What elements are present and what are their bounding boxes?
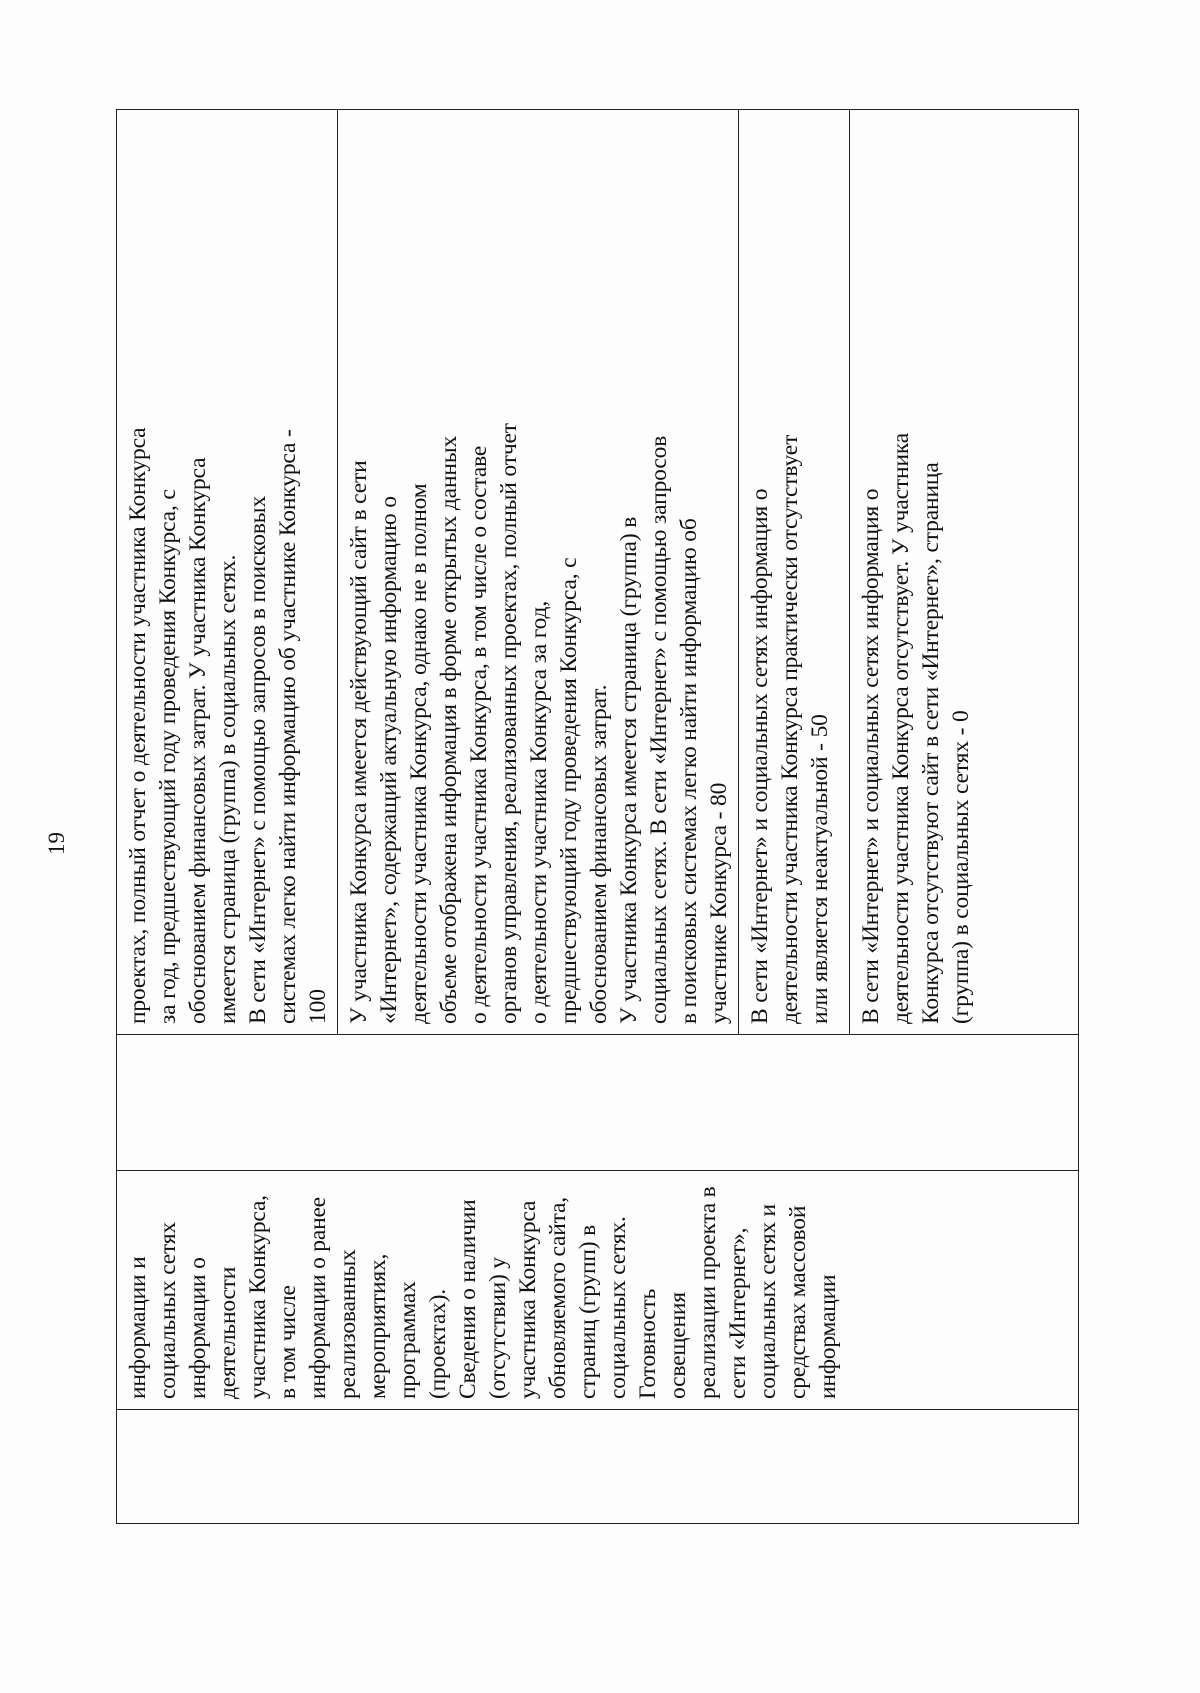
page-number: 19 xyxy=(44,832,69,855)
table-row xyxy=(117,110,338,1524)
level-description-cell: проектах, полный отчет о деятельности участника Конкурса за год, предшествующий году проведения Конкурса, с обоснованием финансовых затрат. У участника Конкурса имеется страница (группа) в социальных сетях. В сети «Интернет» с помощью запросов в поисковых системах легко найти информацию об участнике Конкурса - 100 xyxy=(117,110,338,1035)
level-description-cell: У участника Конкурса имеется действующий сайт в сети «Интернет», содержащий актуальную информацию о деятельности участника Конкурса, однако не в полном объеме отображена информация в форме открытых данных о деятельности участника Конкурса, в том числе о составе органов управления, реализованных проектах, полный отчет о деятельности участника Конкурса за год, предшествующий году проведения Конкурса, с обоснованием финансовых затрат. У участника Конкурса имеется страница (группа) в социальных сетях. В сети «Интернет» с помощью запросов в поисковых системах легко найти информацию об участнике Конкурса - 80 xyxy=(338,110,739,1035)
level-description-cell: В сети «Интернет» и социальных сетях информация о деятельности участника Конкурса практически отсутствует или является неактуальной - 50 xyxy=(739,110,850,1035)
level-description-cell: В сети «Интернет» и социальных сетях информация о деятельности участника Конкурса отсутствует. У участника Конкурса отсутствуют сайт в сети «Интернет», страница (группа) в социальных сетях - 0 xyxy=(850,110,1079,1035)
number-cell xyxy=(117,1410,1079,1524)
criteria-cell: информации и социальных сетях информации о деятельности участника Конкурса, в том числе информации о ранее реализованных мероприятиях, программах (проектах). Сведения о наличии (отсутствии) у участника Конкурса обновляемого сайта, страниц (групп) в социальных сетях. Готовность освещения реализации проекта в сети «Интернет», социальных сетях и средствах массовой информации xyxy=(117,1171,1079,1410)
criteria-table xyxy=(116,109,1079,1524)
max-score-cell xyxy=(117,1035,1079,1171)
